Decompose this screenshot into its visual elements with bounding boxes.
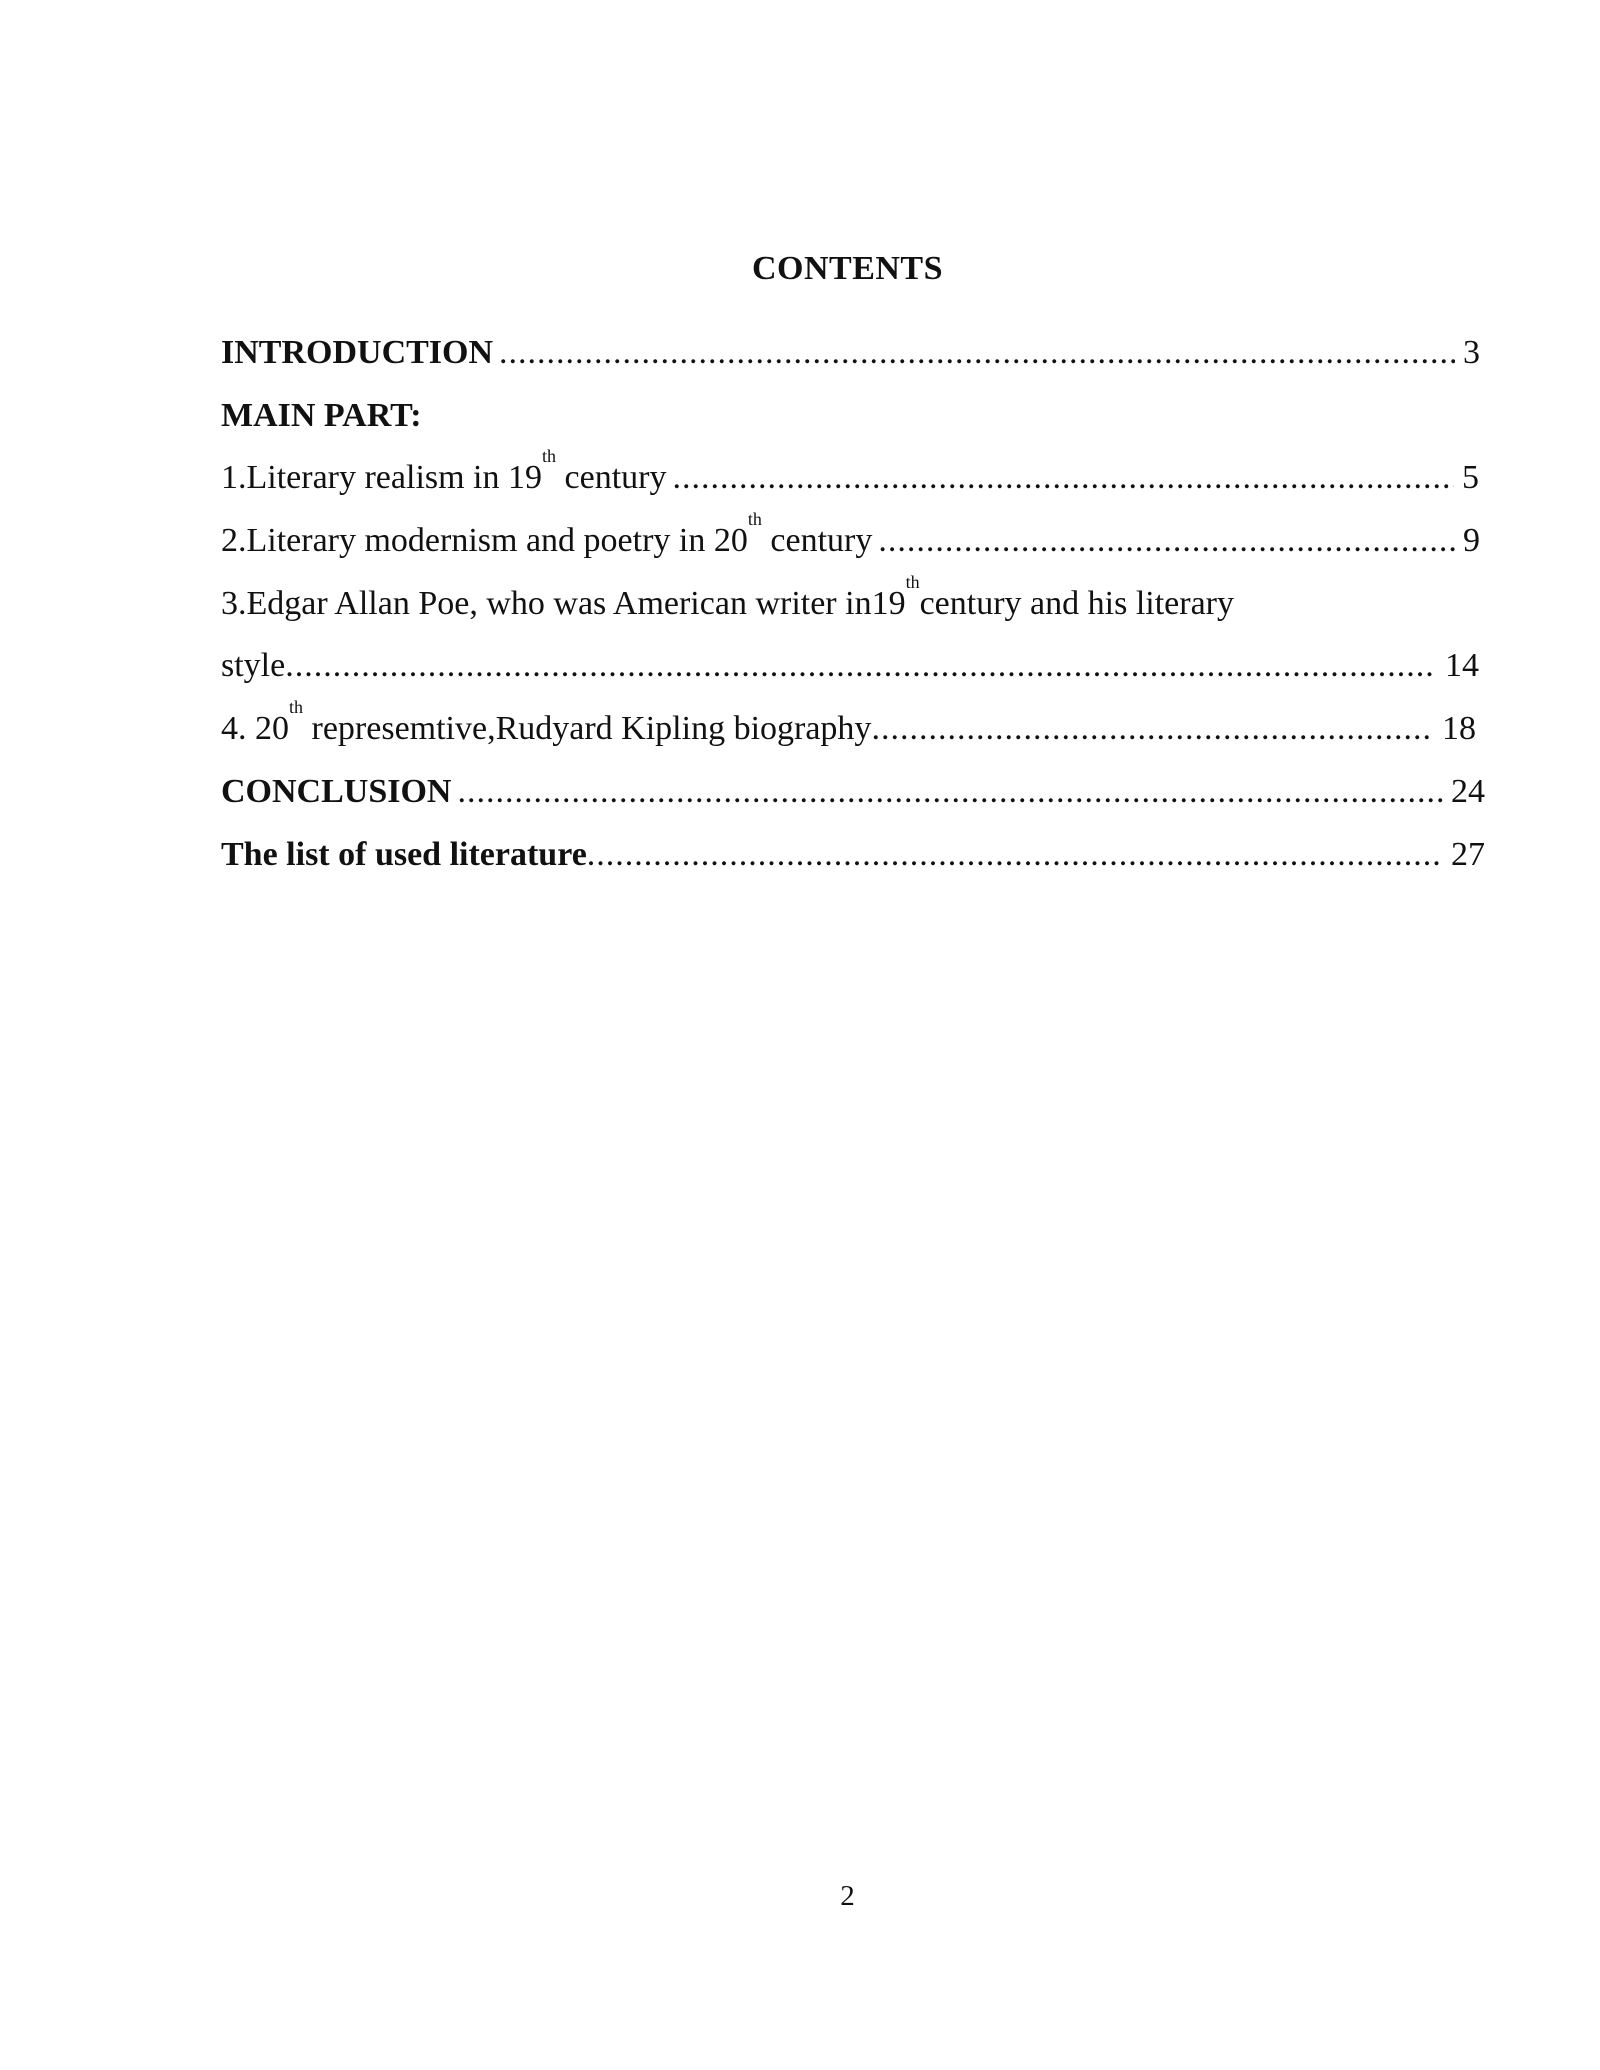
dot-leader — [871, 704, 1434, 754]
dot-leader — [499, 328, 1455, 378]
superscript: th — [542, 446, 557, 467]
table-of-contents — [221, 328, 1485, 892]
toc-entry-1 — [221, 446, 1481, 516]
toc-page-number: 5 — [1462, 459, 1479, 497]
toc-entry-introduction — [221, 328, 1481, 391]
dot-leader — [587, 830, 1443, 880]
toc-page-number: 9 — [1463, 522, 1480, 560]
contents-title: CONTENTS — [751, 250, 944, 287]
toc-heading-main-part — [221, 391, 1481, 454]
superscript: th — [289, 697, 304, 718]
superscript: th — [905, 571, 920, 592]
dot-leader — [285, 641, 1437, 691]
toc-entry-3-continuation — [221, 641, 1481, 704]
toc-entry-label: The list of used literature — [221, 835, 587, 873]
toc-entry-label: style — [221, 647, 286, 685]
toc-page-number: 24 — [1451, 772, 1485, 810]
toc-entry-label: 1.Literary realism in 19th century — [221, 446, 667, 497]
toc-entry-label: 2.Literary modernism and poetry in 20th century — [221, 509, 873, 560]
toc-page-number: 18 — [1442, 710, 1476, 748]
dot-leader — [878, 516, 1455, 566]
toc-entry-literature — [221, 830, 1485, 893]
page-number: 2 — [840, 1880, 855, 1912]
superscript: th — [747, 509, 762, 530]
dot-leader — [672, 453, 1454, 503]
toc-entry-label: 3.Edgar Allan Poe, who was American writer in19thcentury and his literary — [221, 571, 1234, 622]
toc-page-number: 27 — [1451, 835, 1485, 873]
toc-entry-label: CONCLUSION — [221, 772, 452, 810]
toc-page-number: 3 — [1463, 334, 1480, 371]
toc-entry-label: INTRODUCTION — [221, 334, 494, 371]
toc-heading-label: MAIN PART: — [221, 396, 422, 434]
toc-entry-label: 4. 20th represemtive,Rudyard Kipling biography — [221, 697, 872, 748]
toc-entry-2 — [221, 509, 1481, 579]
toc-entry-3 — [221, 571, 1481, 642]
dot-leader — [457, 767, 1443, 817]
toc-page-number: 14 — [1445, 647, 1479, 685]
toc-entry-conclusion — [221, 767, 1485, 830]
toc-entry-4 — [221, 697, 1481, 767]
